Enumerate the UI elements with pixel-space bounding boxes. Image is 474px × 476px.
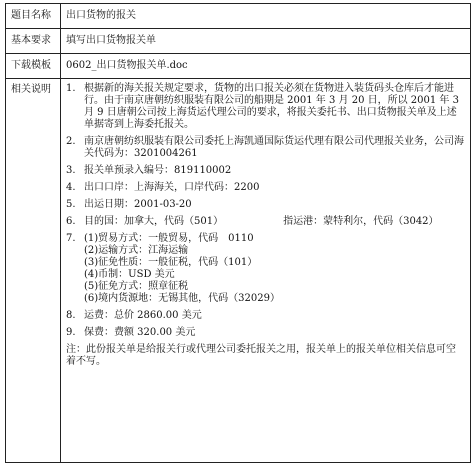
list-item — [66, 83, 465, 131]
item-number: 3. — [66, 165, 76, 176]
list-item — [66, 310, 465, 322]
note-text: 注：此份报关单是给报关行或代理公司委托报关之用，报关单上的报关单位相关信息可空着不写。 — [66, 344, 456, 367]
sub-item: (5)征免方式：照章征税 — [84, 281, 189, 292]
item-number: 9. — [66, 327, 76, 338]
description-label: 相关说明 — [6, 79, 61, 463]
assignment-sheet — [5, 3, 471, 473]
sub-item: (2)运输方式：江海运输 — [84, 245, 189, 256]
title-label: 题目名称 — [6, 4, 61, 29]
list-item — [66, 165, 465, 177]
list-item — [66, 182, 465, 194]
template-row — [6, 54, 471, 79]
item-text: 出运日期：2001-03-20 — [84, 199, 192, 210]
item-number: 4. — [66, 182, 76, 193]
title-row — [6, 4, 471, 29]
list-item — [66, 216, 465, 228]
list-item — [66, 136, 465, 160]
item-number: 2. — [66, 136, 76, 147]
requirement-value: 填写出口货物报关单 — [61, 29, 471, 54]
item-text — [84, 216, 465, 228]
item-number: 7. — [66, 233, 76, 244]
item-number: 1. — [66, 83, 76, 94]
item-text: 报关单预录入编号：819110002 — [84, 165, 232, 176]
item-text: 保费：费额 320.00 美元 — [84, 327, 196, 338]
item-text: 南京唐朝纺织服装有限公司委托上海凯通国际货运代理有限公司代理报关业务，公司海关代码为：3201004261 — [84, 136, 464, 159]
destination-country: 目的国：加拿大，代码（501） — [84, 216, 224, 227]
list-item — [66, 233, 465, 305]
sub-item: (1)贸易方式：一般贸易，代码 0110 — [84, 233, 254, 244]
item-number: 5. — [66, 199, 76, 210]
template-file-link[interactable]: 0602_出口货物报关单.doc — [61, 54, 471, 79]
item-sublist — [84, 233, 465, 305]
title-value: 出口货物的报关 — [61, 4, 471, 29]
item-text: 根据新的海关报关规定要求，货物的出口报关必须在货物进入装货码头仓库后才能进行。由于南京唐朝纺织服装有限公司的船期是 2001 年 3 月 20 日，所以 2001 年 3 月 9 日唐朝公司按上海货运代理公司的要求，将报关委托书、出口货物报关单及上述单据寄到上海委托报关。 — [84, 83, 459, 130]
sub-item: (3)征免性质：一般征税，代码（101） — [84, 257, 258, 268]
item-number: 6. — [66, 216, 76, 227]
requirement-label: 基本要求 — [6, 29, 61, 54]
list-item — [66, 199, 465, 211]
requirement-row — [6, 29, 471, 54]
template-label: 下载模板 — [6, 54, 61, 79]
assignment-table — [5, 3, 471, 463]
item-number: 8. — [66, 310, 76, 321]
sub-item: (4)币制：USD 美元 — [84, 269, 175, 280]
description-content — [61, 79, 471, 463]
list-item — [66, 327, 465, 339]
description-row — [6, 79, 471, 463]
destination-port: 指运港：蒙特利尔，代码（3042） — [283, 216, 439, 227]
sub-item: (6)境内货源地：无锡其他，代码（32029） — [84, 293, 280, 304]
item-text: 运费：总价 2860.00 美元 — [84, 310, 202, 321]
item-text: 出口口岸：上海海关，口岸代码：2200 — [84, 182, 260, 193]
